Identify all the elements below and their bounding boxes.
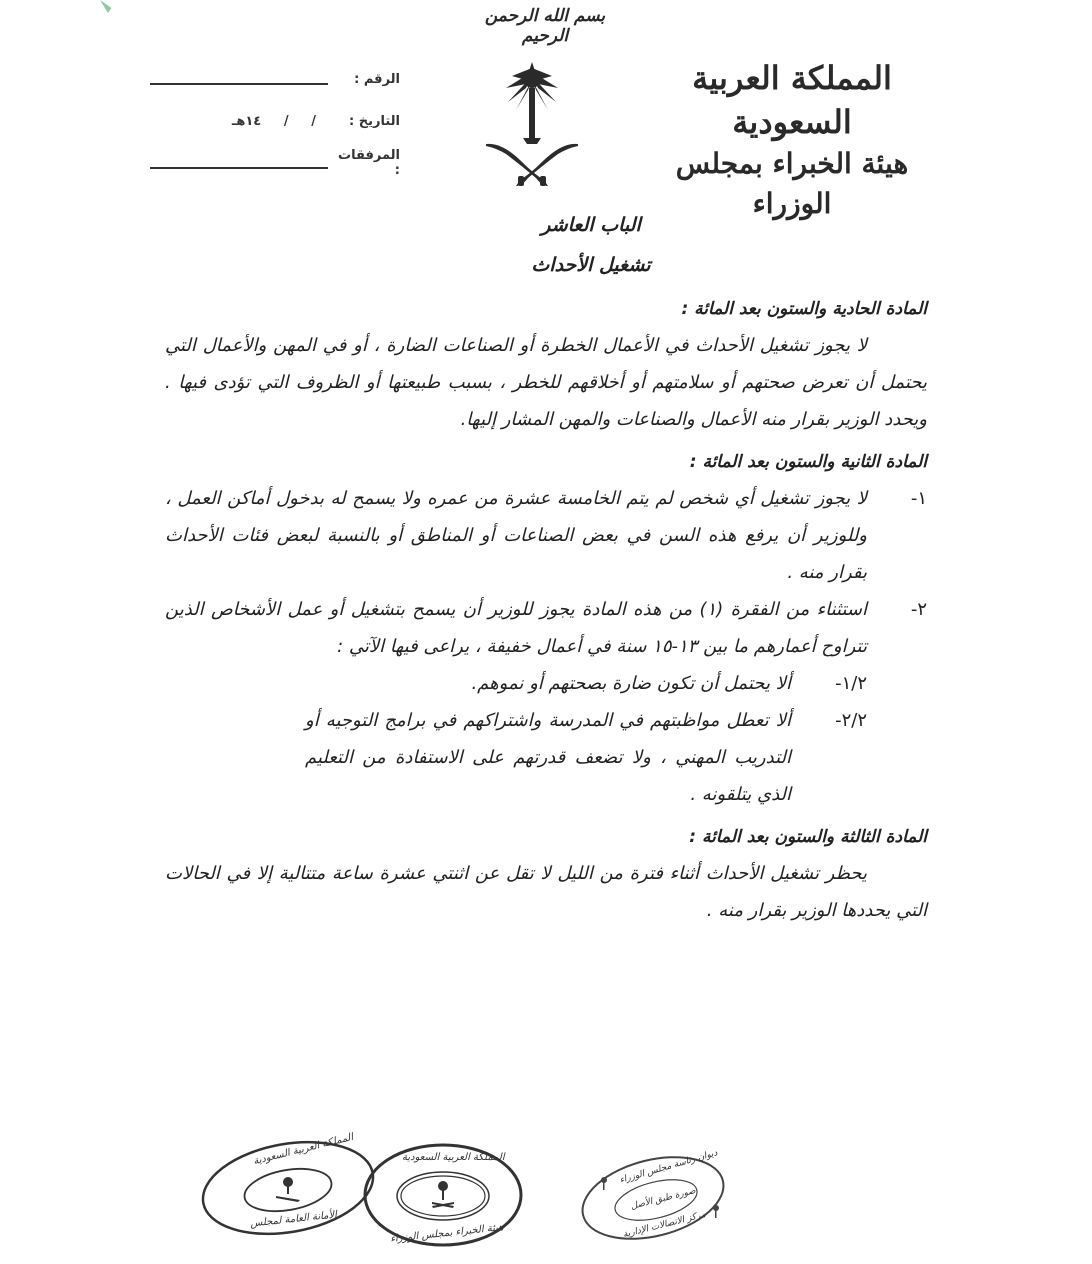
document-body bbox=[165, 205, 927, 929]
item-text: لا يجوز تشغيل أي شخص لم يتم الخامسة عشرة من عمره ولا يسمح له بدخول أماكن العمل ، وللوزير أن يرفع هذه السن في بعض الصناعات أو المناطق أو بالنسبة لبعض فئات الأحداث بقرار منه . bbox=[165, 488, 867, 583]
article-heading: المادة الثالثة والستون بعد المائة : bbox=[689, 827, 927, 847]
subitem-text: ألا تعطل مواظبتهم في المدرسة واشتراكهم في برامج التوجيه أو التدريب المهني ، ولا تضعف قدرتهم على الاستفادة من التعليم الذي يتلقونه . bbox=[305, 710, 791, 805]
stamp-bottom-text: هيئة الخبراء بمجلس الوزراء bbox=[389, 1222, 504, 1245]
corner-fold-mark bbox=[97, 0, 112, 13]
stamp-top-text: المملكة العربية السعودية bbox=[402, 1152, 505, 1163]
article-item bbox=[165, 480, 927, 591]
attachments-label: المرفقات : bbox=[338, 148, 400, 178]
article-item bbox=[165, 591, 927, 665]
number-line bbox=[150, 73, 328, 85]
article-161 bbox=[165, 291, 927, 438]
article-text: يحظر تشغيل الأحداث أثناء فترة من الليل لا تقل عن اثنتي عشرة ساعة متتالية إلا في الحالات التي يحددها الوزير بقرار منه . bbox=[165, 863, 927, 921]
stamp-general-secretariat bbox=[198, 1131, 378, 1238]
article-162 bbox=[165, 444, 927, 813]
subitem-number: ٢/٢- bbox=[835, 710, 867, 731]
stamp-bottom-text: مركز الاتصالات الإدارية bbox=[622, 1209, 707, 1241]
article-heading: المادة الثانية والستون بعد المائة : bbox=[689, 452, 927, 472]
attachments-field bbox=[140, 142, 400, 184]
article-163 bbox=[165, 819, 927, 929]
chapter-title: تشغيل الأحداث bbox=[531, 254, 651, 276]
stamp-top-text: ديوان رئاسة مجلس الوزراء bbox=[618, 1148, 719, 1186]
letterhead-authority: هيئة الخبراء بمجلس الوزراء bbox=[675, 147, 909, 220]
subitem-number: ١/٢- bbox=[835, 673, 867, 694]
attachments-line bbox=[150, 157, 328, 169]
item-text: استثناء من الفقرة (١) من هذه المادة يجوز للوزير أن يسمح بتشغيل أو عمل الأشخاص الذين تتراوح أعمارهم ما بين ١٣-١٥ سنة في أعمال خفيفة ، يراعى فيها الآتي : bbox=[165, 599, 867, 657]
number-label: الرقم : bbox=[354, 71, 400, 87]
letterhead-kingdom: المملكة العربية السعودية bbox=[692, 59, 892, 141]
article-text: لا يجوز تشغيل الأحداث في الأعمال الخطرة أو الصناعات الضارة ، أو في المهن والأعمال التي يحتمل أن تعرض صحتهم أو سلامتهم أو أخلاقهم للخطر ، بسبب طبيعتها أو الظروف التي تؤدى فيها . ويحدد الوزير بقرار منه الأعمال والصناعات والمهن المشار إليها. bbox=[165, 335, 927, 430]
item-number: ١- bbox=[910, 488, 927, 509]
stamp-middle-text: صورة طبق الأصل bbox=[629, 1186, 697, 1212]
number-field bbox=[140, 58, 400, 100]
stamp-top-text: المملكة العربية السعودية bbox=[252, 1131, 355, 1168]
article-subitem bbox=[305, 665, 867, 702]
letterhead bbox=[642, 56, 942, 224]
subitem-text: ألا يحتمل أن تكون ضارة بصحتهم أو نموهم. bbox=[471, 673, 791, 694]
date-field bbox=[140, 100, 400, 142]
stamp-experts-authority bbox=[362, 1140, 524, 1250]
article-heading: المادة الحادية والستون بعد المائة : bbox=[681, 299, 927, 319]
stamp-bottom-text: الأمانة العامة لمجلس bbox=[249, 1209, 338, 1230]
chapter-number: الباب العاشر bbox=[541, 214, 641, 236]
article-subitem bbox=[305, 702, 867, 813]
reference-fields bbox=[140, 58, 400, 184]
date-value: / / ١٤هـ bbox=[231, 113, 316, 129]
saudi-emblem-icon bbox=[482, 58, 582, 188]
stamp-certified-copy bbox=[578, 1150, 728, 1246]
date-label: التاريخ : bbox=[349, 113, 400, 129]
item-number: ٢- bbox=[910, 599, 927, 620]
basmala: بسم الله الرحمن الرحيم bbox=[484, 6, 606, 46]
